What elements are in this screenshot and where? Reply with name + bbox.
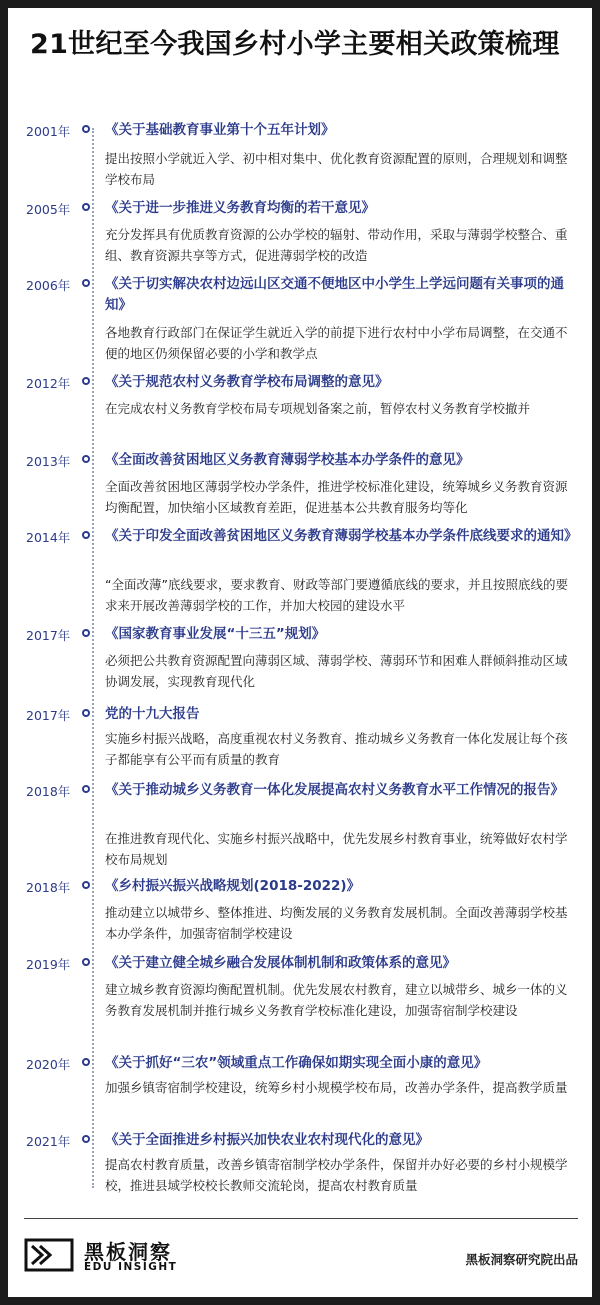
entry-body: 必须把公共教育资源配置向薄弱区域、薄弱学校、薄弱环节和困难人群倾斜推动区域协调发展，实现教育现代化 (105, 653, 568, 689)
footer-divider (24, 1218, 578, 1219)
entry-year: 2018年 (26, 784, 71, 799)
brand-name-cn: 黑板洞察 (84, 1240, 172, 1264)
entry-title: 《关于切实解决农村边远山区交通不便地区中小学生上学远问题有关事项的通知》 (105, 276, 564, 313)
entry-body: 充分发挥具有优质教育资源的公办学校的辐射、带动作用，采取与薄弱学校整合、重组、教育资源共享等方式，促进薄弱学校的改造 (105, 227, 568, 263)
timeline-dot-icon (82, 958, 90, 966)
timeline-dot-icon (82, 629, 90, 637)
entry-body: 在完成农村义务教育学校布局专项规划备案之前，暂停农村义务教育学校撤并 (105, 401, 531, 416)
entry-year: 2013年 (26, 454, 71, 469)
entry-body: 加强乡镇寄宿制学校建设，统筹乡村小规模学校布局，改善办学条件，提高教学质量 (105, 1080, 568, 1095)
timeline-dot-icon (82, 125, 90, 133)
entry-year: 2006年 (26, 278, 71, 293)
entry-body: 提高农村教育质量，改善乡镇寄宿制学校办学条件，保留并办好必要的乡村小规模学校，推进县域学校校长教师交流轮岗，提高农村教育质量 (105, 1157, 568, 1193)
entry-year: 2005年 (26, 202, 71, 217)
entry-body: 提出按照小学就近入学、初中相对集中、优化教育资源配置的原则，合理规划和调整学校布局 (105, 151, 568, 187)
entry-year: 2017年 (26, 708, 71, 723)
timeline-dot-icon (82, 531, 90, 539)
brand-name-en: EDU INSIGHT (84, 1261, 178, 1273)
entry-title: 《关于推动城乡义务教育一体化发展提高农村义务教育水平工作情况的报告》 (105, 782, 564, 798)
timeline-dot-icon (82, 881, 90, 889)
timeline-dot-icon (82, 279, 90, 287)
brand-logo-icon (24, 1238, 74, 1272)
entry-title: 《关于全面推进乡村振兴加快农业农村现代化的意见》 (105, 1132, 429, 1148)
entry-title: 《国家教育事业发展“十三五”规划》 (105, 626, 326, 642)
timeline-dot-icon (82, 785, 90, 793)
entry-body: “全面改薄”底线要求，要求教育、财政等部门要遵循底线的要求，并且按照底线的要求来开展改善薄弱学校的工作，并加大校园的建设水平 (105, 577, 568, 613)
credit-text: 黑板洞察研究院出品 (465, 1252, 578, 1267)
entry-year: 2018年 (26, 880, 71, 895)
entry-title: 《关于建立健全城乡融合发展体制机制和政策体系的意见》 (105, 955, 456, 971)
entry-year: 2012年 (26, 376, 71, 391)
entry-year: 2021年 (26, 1134, 71, 1149)
entry-title: 《全面改善贫困地区义务教育薄弱学校基本办学条件的意见》 (105, 452, 470, 468)
entry-title: 党的十九大报告 (105, 706, 200, 722)
timeline-dot-icon (82, 1058, 90, 1066)
entry-body: 推动建立以城带乡、整体推进、均衡发展的义务教育发展机制。全面改善薄弱学校基本办学条件，加强寄宿制学校建设 (105, 905, 568, 941)
timeline-dot-icon (82, 377, 90, 385)
policy-card (8, 8, 592, 1297)
entry-title: 《关于印发全面改善贫困地区义务教育薄弱学校基本办学条件底线要求的通知》 (105, 528, 578, 544)
entry-year: 2020年 (26, 1057, 71, 1072)
entry-year: 2014年 (26, 530, 71, 545)
entry-year: 2001年 (26, 124, 71, 139)
entry-title: 《乡村振兴振兴战略规划(2018-2022)》 (105, 878, 361, 894)
timeline-dot-icon (82, 709, 90, 717)
page-title: 21世纪至今我国乡村小学主要相关政策梳理 (30, 29, 560, 60)
timeline-dot-icon (82, 1135, 90, 1143)
entry-year: 2017年 (26, 628, 71, 643)
entry-title: 《关于进一步推进义务教育均衡的若干意见》 (105, 200, 375, 216)
timeline-line (92, 128, 94, 1188)
timeline-dot-icon (82, 455, 90, 463)
entry-year: 2019年 (26, 957, 71, 972)
entry-body: 全面改善贫困地区薄弱学校办学条件，推进学校标准化建设，统筹城乡义务教育资源均衡配置，加快缩小区域教育差距，促进基本公共教育服务均等化 (105, 479, 568, 515)
entry-body: 建立城乡教育资源均衡配置机制。优先发展农村教育，建立以城带乡、城乡一体的义务教育发展机制并推行城乡义务教育学校标准化建设，加强寄宿制学校建设 (105, 982, 568, 1018)
timeline-dot-icon (82, 203, 90, 211)
entry-title: 《关于抓好“三农”领域重点工作确保如期实现全面小康的意见》 (105, 1055, 488, 1071)
entry-body: 实施乡村振兴战略，高度重视农村义务教育、推动城乡义务教育一体化发展让每个孩子都能享有公平而有质量的教育 (105, 731, 568, 767)
entry-title: 《关于基础教育事业第十个五年计划》 (105, 122, 335, 138)
entry-body: 各地教育行政部门在保证学生就近入学的前提下进行农村中小学布局调整，在交通不便的地区仍须保留必要的小学和教学点 (105, 325, 568, 361)
entry-title: 《关于规范农村义务教育学校布局调整的意见》 (105, 374, 389, 390)
entry-body: 在推进教育现代化、实施乡村振兴战略中，优先发展乡村教育事业，统筹做好农村学校布局规划 (105, 831, 568, 867)
brand-logo (24, 1234, 224, 1278)
